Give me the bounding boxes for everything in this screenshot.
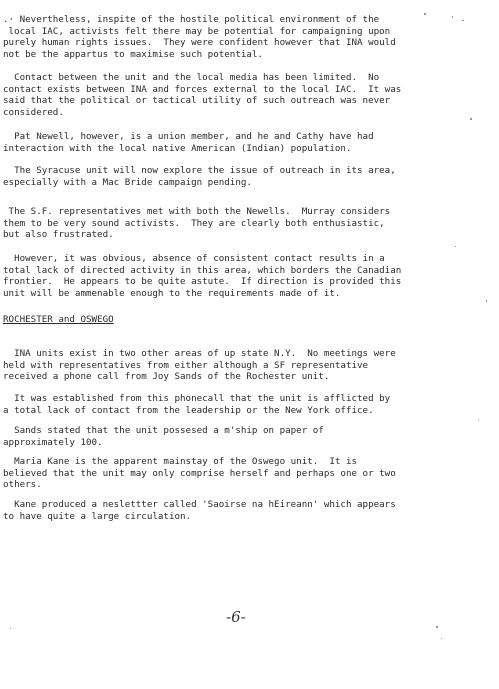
- paragraph-maria-kane: Maria Kane is the apparent mainstay of the Oswego unit. It is believed that the unit may only comprise herself and perhaps one or two others.: [3, 456, 396, 491]
- scan-speck: [452, 16, 453, 18]
- scan-speck: [10, 628, 11, 629]
- scan-speck: [462, 20, 464, 21]
- scan-speck: [436, 626, 438, 628]
- page-number: -6-: [226, 608, 246, 626]
- paragraph-newsletter: Kane produced a neslettter called 'Saoirse na hEireann' which appears to have quite a large circulation.: [3, 499, 396, 522]
- paragraph-phonecall: It was established from this phonecall that the unit is afflicted by a total lack of contact from the leadership or the New York office.: [3, 393, 391, 416]
- scan-speck: [441, 638, 442, 639]
- scan-speck: [478, 420, 479, 421]
- scan-speck: [455, 246, 456, 247]
- paragraph-pat-newell: Pat Newell, however, is a union member, and he and Cathy have had interaction with the local native American (Indian) population.: [3, 131, 374, 154]
- scan-speck: [486, 300, 487, 302]
- scan-speck: [470, 118, 472, 120]
- scan-speck: [424, 13, 426, 15]
- paragraph-sf-representatives: The S.F. representatives met with both the Newells. Murray considers them to be very sound activists. They are clearly both enthusiastic, but also frustrated.: [3, 206, 391, 241]
- section-heading-rochester-oswego: ROCHESTER and OSWEGO: [3, 314, 114, 325]
- paragraph-consistent-contact: However, it was obvious, absence of consistent contact results in a total lack of directed activity in this area, which borders the Canadian frontier. He appears to be quite astute. If direction is provided this unit will be ammenable enough to the requirements made of it.: [3, 253, 402, 299]
- paragraph-media-contact: Contact between the unit and the local media has been limited. No contact exists between INA and forces external to the local IAC. It was said that the political or tactical utility of such outreach was never considered.: [3, 72, 402, 118]
- paragraph-membership: Sands stated that the unit possesed a m'ship on paper of approximately 100.: [3, 425, 324, 448]
- paragraph-syracuse-outreach: The Syracuse unit will now explore the issue of outreach in its area, especially with a Mac Bride campaign pending.: [3, 165, 396, 188]
- paragraph-hostile-environment: .· Nevertheless, inspite of the hostile political environment of the local IAC, activists felt there may be potential for campaigning upon purely human rights issues. They were confident however that INA would not be the appartus to maximise such potential.: [3, 14, 396, 60]
- paragraph-ina-units: INA units exist in two other areas of up state N.Y. No meetings were held with representatives from either although a SF representative received a phone call from Joy Sands of the Rochester unit.: [3, 348, 396, 383]
